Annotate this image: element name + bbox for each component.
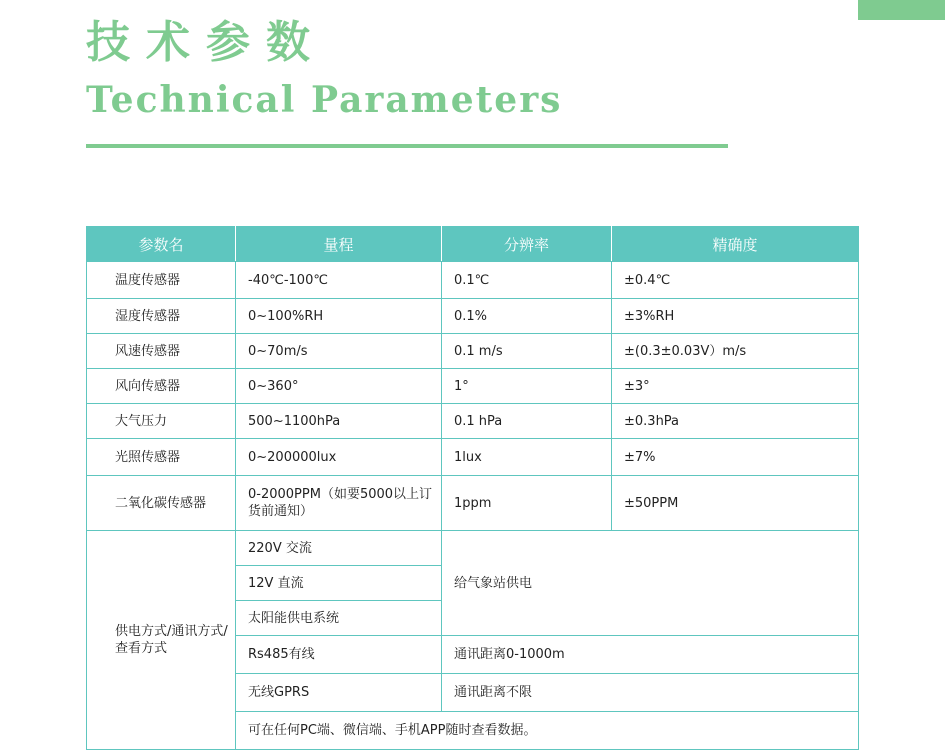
power-option: 太阳能供电系统 xyxy=(236,601,442,636)
power-option-note: 给气象站供电 xyxy=(442,531,859,636)
comm-type: 无线GPRS xyxy=(236,674,442,712)
param-resolution: 1lux xyxy=(442,439,612,476)
param-resolution: 0.1 m/s xyxy=(442,334,612,369)
param-name: 光照传感器 xyxy=(87,439,236,476)
param-resolution: 1ppm xyxy=(442,476,612,531)
param-name: 风速传感器 xyxy=(87,334,236,369)
header-accuracy: 精确度 xyxy=(612,227,859,262)
param-range: 500~1100hPa xyxy=(236,404,442,439)
param-name: 温度传感器 xyxy=(87,262,236,299)
param-range: 0~360° xyxy=(236,369,442,404)
table-row xyxy=(87,299,859,334)
title-english: Technical Parameters xyxy=(86,79,563,121)
param-name: 风向传感器 xyxy=(87,369,236,404)
param-accuracy: ±7% xyxy=(612,439,859,476)
param-resolution: 0.1% xyxy=(442,299,612,334)
param-accuracy: ±3° xyxy=(612,369,859,404)
param-range: 0~100%RH xyxy=(236,299,442,334)
title-chinese: 技术参数 xyxy=(86,17,326,68)
table-row xyxy=(87,439,859,476)
header-resolution: 分辨率 xyxy=(442,227,612,262)
table-row xyxy=(87,369,859,404)
table-row xyxy=(87,476,859,531)
corner-tab xyxy=(858,0,945,20)
param-accuracy: ±0.3hPa xyxy=(612,404,859,439)
power-option-row xyxy=(87,531,859,566)
header-range: 量程 xyxy=(236,227,442,262)
param-name: 大气压力 xyxy=(87,404,236,439)
power-option: 220V 交流 xyxy=(236,531,442,566)
param-range: 0~70m/s xyxy=(236,334,442,369)
table-header-row xyxy=(87,227,859,262)
param-name: 湿度传感器 xyxy=(87,299,236,334)
param-resolution: 1° xyxy=(442,369,612,404)
param-accuracy: ±0.4℃ xyxy=(612,262,859,299)
comm-type: Rs485有线 xyxy=(236,636,442,674)
parameters-table xyxy=(86,226,859,750)
power-method-label: 供电方式/通讯方式/查看方式 xyxy=(87,531,236,750)
header-param-name: 参数名 xyxy=(87,227,236,262)
view-method: 可在任何PC端、微信端、手机APP随时查看数据。 xyxy=(236,712,859,750)
param-accuracy: ±(0.3±0.03V）m/s xyxy=(612,334,859,369)
table-row xyxy=(87,334,859,369)
comm-note: 通讯距离0-1000m xyxy=(442,636,859,674)
param-resolution: 0.1℃ xyxy=(442,262,612,299)
param-range: 0-2000PPM（如要5000以上订货前通知） xyxy=(236,476,442,531)
param-range: 0~200000lux xyxy=(236,439,442,476)
table-row xyxy=(87,262,859,299)
comm-note: 通讯距离不限 xyxy=(442,674,859,712)
table-row xyxy=(87,404,859,439)
power-option: 12V 直流 xyxy=(236,566,442,601)
title-divider xyxy=(86,144,728,148)
param-resolution: 0.1 hPa xyxy=(442,404,612,439)
param-accuracy: ±3%RH xyxy=(612,299,859,334)
param-name: 二氧化碳传感器 xyxy=(87,476,236,531)
param-accuracy: ±50PPM xyxy=(612,476,859,531)
param-range: -40℃-100℃ xyxy=(236,262,442,299)
